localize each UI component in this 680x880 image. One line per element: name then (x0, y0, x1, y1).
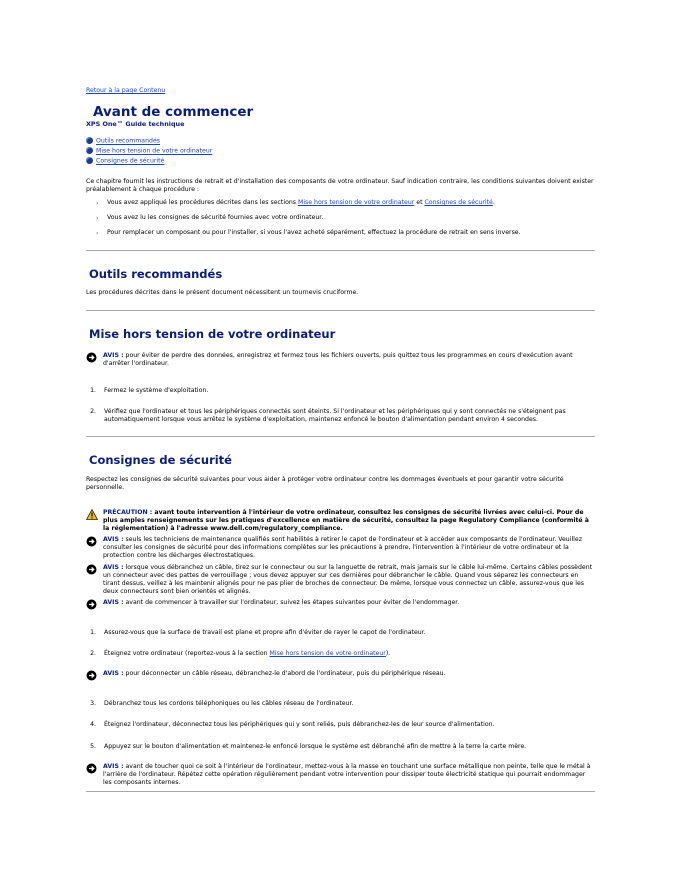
avis-note: AVIS : avant de toucher quoi ce soit à l'intérieur de l'ordinateur, mettez-vous à la masse en touchant une surface métallique non peinte, telle que le métal à l'arrière de l'ordinateur. Répétez cette opération régulièrement pendant votre intervention pour dissiper toute électricité statique qui pourrait endommager les composants internes. (86, 763, 595, 788)
toc-item (86, 147, 212, 156)
divider (86, 250, 595, 251)
notice-icon (86, 599, 97, 610)
outils-text: Les procédures décrites dans le présent document nécessitent un tournevis cruciforme. (86, 289, 359, 296)
link-power-off[interactable]: Mise hors tension de votre ordinateur (297, 199, 415, 206)
intro-paragraph: Ce chapitre fournit les instructions de retrait et d'installation des composants de votre ordinateur. Sauf indication contraire, les conditions suivantes doivent exister préalablement à chaque procédure : (86, 178, 594, 193)
bullet-icon (86, 147, 93, 154)
caret-icon: › (96, 229, 99, 237)
divider (86, 436, 595, 437)
section-heading-outils: Outils recommandés (89, 267, 223, 281)
toc-link-safety[interactable]: Consignes de sécurité (96, 157, 165, 165)
page-title: Avant de commencer (93, 104, 254, 120)
divider (86, 791, 595, 792)
bullet-icon (86, 137, 93, 144)
caret-icon: › (96, 199, 99, 207)
notice-icon (86, 763, 97, 774)
avis-note: AVIS : lorsque vous débranchez un câble, tirez sur le connecteur ou sur la languette de retrait, mais jamais sur le câble lui-même. Certains câbles possèdent un connecteur avec des pattes de verrouillage ; vous devez appuyer sur ces dernières pour débrancher le câble. Quand vous séparez les connecteurs en tirant dessus, veillez à les maintenir alignés pour ne pas plier de broches de connecteur. De même, lorsque vous connectez un câble, assurez-vous que les deux connecteurs sont bien orientés et alignés. (86, 564, 595, 597)
section-heading-safety: Consignes de sécurité (89, 453, 232, 467)
notice-icon (86, 352, 97, 363)
toc-item (86, 137, 160, 146)
caret-icon: › (96, 214, 99, 222)
avis-note: AVIS : pour éviter de perdre des données, enregistrez et fermez tous les fichiers ouverts, puis quittez tous les programmes en cours d'exécution avant d'arrêter l'ordinateur. (86, 352, 595, 370)
notice-icon (86, 670, 97, 681)
precaution-label: PRÉCAUTION : (103, 509, 153, 516)
warning-icon (86, 509, 98, 520)
notice-icon (86, 564, 97, 575)
bullet-icon (86, 157, 93, 164)
notice-icon (86, 536, 97, 547)
link-safety[interactable]: Consignes de sécurité (424, 199, 493, 206)
page: Retour à la page Contenu Avant de commencer XPS One™ Guide technique Outils recommandés Mise hors tension de votre ordinateur Consignes de sécurité Ce chapitre fournit les instructions de retrait et d'installation des composants de votre ordinateur. Sauf indication contraire, les conditions suivantes doivent exister préalablement à chaque procédure : › Vous avez appliqué les procédures décrites dans les sections Mise hors tension de votre ordinateur et Consignes de sécurité. › Vous avez lu les consignes de sécurité fournies avec votre ordinateur. › Pour remplacer un composant ou pour l'installer, si vous l'avez acheté séparément, effectuez la procédure de retrait en sens inverse. Outils recommandés Les procédures décrites dans le présent document nécessitent un tournevis cruciforme. Mise hors tension de votre ordinateur AVIS : pour éviter de perdre des données, enregistrez et fermez tous les fichiers ouverts, puis quittez tous les programmes en cours d'exécution avant d'arrêter l'ordinateur. 1. Fermez le système d'exploitation. 2. Vérifiez que l'ordinateur et tous les périphériques connectés sont éteints. Si l'ordinateur et les périphériques qui y sont connectés ne s'éteignent pas automatiquement lorsque vous arrêtez le système d'exploitation, maintenez enfoncé le bouton d'alimentation pendant environ 4 secondes. Consignes de sécurité Respectez les consignes de sécurité suivantes pour vous aider à protéger votre ordinateur contre les dommages éventuels et pour garantir votre sécurité personnelle. PRÉCAUTION : avant toute intervention à l'intérieur de votre ordinateur, consultez les consignes de sécurité livrées avec celui-ci. Pour de plus amples renseignements sur les pratiques d'excellence en matière de sécurité, consultez la page Regulatory Compliance (conformité à la réglementation) à l'adresse www.dell.com/regulatory_compliance. AVIS : seuls les techniciens de maintenance qualifiés sont habilités à retirer le capot de l'ordinateur et à accéder aux composants de l'ordinateur. Veuillez consulter les consignes de sécurité pour des informations complètes sur les précautions à prendre, l'intervention à l'intérieur de votre ordinateur et la protection contre les décharges électrostatiques. AVIS : lorsque vous débranchez un câble, tirez sur le connecteur ou sur la languette de retrait, mais jamais sur le câble lui-même. Certains câbles possèdent un connecteur avec des pattes de verrouillage ; vous devez appuyer sur ces dernières pour débrancher le câble. Quand vous séparez les connecteurs en tirant dessus, veillez à les maintenir alignés pour ne pas plier de broches de connecteur. De même, lorsque vous connectez un câble, assurez-vous que les deux connecteurs sont bien orientés et alignés. AVIS : avant de commencer à travailler sur l'ordinateur, suivez les étapes suivantes pour éviter de l'endommager. 1. Assurez-vous que la surface de travail est plane et propre afin d'éviter de rayer le capot de l'ordinateur. 2. Éteignez votre ordinateur (reportez-vous à la section Mise hors tension de votre ordinateur). AVIS : pour déconnecter un câble réseau, débranchez-le d'abord de l'ordinateur, puis du périphérique réseau. 3. Débranchez tous les cordons téléphoniques ou les câbles réseau de l'ordinateur. 4. Éteignez l'ordinateur, déconnectez tous les périphériques qui y sont reliés, puis débranchez-les de leur source d'alimentation. 5. Appuyez sur le bouton d'alimentation et maintenez-le enfoncé lorsque le système est débranché afin de mettre à la terre la carte mère. AVIS : avant de toucher quoi ce soit à l'intérieur de l'ordinateur, mettez-vous à la masse en touchant une surface métallique non peinte, telle que le métal à l'arrière de l'ordinateur. Répétez cette opération régulièrement pendant votre intervention pour dissiper toute électricité statique qui pourrait endommager les composants internes. (0, 0, 680, 880)
toc-link-outils[interactable]: Outils recommandés (96, 137, 160, 145)
guide-subtitle: XPS One™ Guide technique (86, 120, 185, 128)
divider (86, 310, 595, 311)
link-power-off[interactable]: Mise hors tension de votre ordinateur (269, 650, 386, 657)
toc-item (86, 157, 164, 166)
avis-note: AVIS : pour déconnecter un câble réseau, débranchez-le d'abord de l'ordinateur, puis du périphérique réseau. (86, 670, 595, 680)
precaution-note: PRÉCAUTION : avant toute intervention à l'intérieur de votre ordinateur, consultez les consignes de sécurité livrées avec celui-ci. Pour de plus amples renseignements sur les pratiques d'excellence en matière de sécurité, consultez la page Regulatory Compliance (conformité à la réglementation) à l'adresse www.dell.com/regulatory_compliance. (86, 509, 595, 534)
toc-link-power-off[interactable]: Mise hors tension de votre ordinateur (96, 147, 213, 155)
section-heading-power-off: Mise hors tension de votre ordinateur (89, 327, 336, 341)
back-to-contents-link[interactable]: Retour à la page Contenu (86, 87, 166, 94)
safety-intro: Respectez les consignes de sécurité suivantes pour vous aider à protéger votre ordinateur contre les dommages éventuels et pour garantir votre sécurité personnelle. (86, 476, 564, 491)
avis-note: AVIS : seuls les techniciens de maintenance qualifiés sont habilités à retirer le capot de l'ordinateur et à accéder aux composants de l'ordinateur. Veuillez consulter les consignes de sécurité pour des informations complètes sur les précautions à prendre, l'intervention à l'intérieur de votre ordinateur et la protection contre les décharges électrostatiques. (86, 536, 595, 561)
avis-note: AVIS : avant de commencer à travailler sur l'ordinateur, suivez les étapes suivantes pour éviter de l'endommager. (86, 599, 595, 609)
avis-label: AVIS : (103, 352, 124, 359)
